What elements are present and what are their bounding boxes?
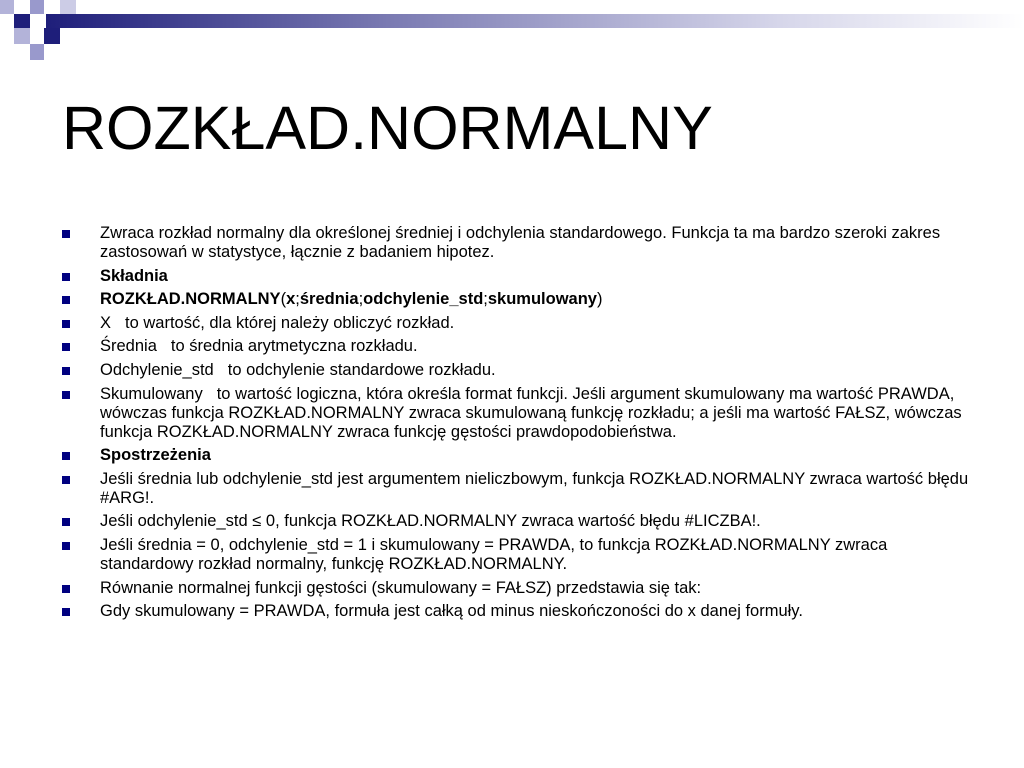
arg-cumulative-name: Skumulowany <box>100 384 203 403</box>
square-bullet-icon <box>62 296 70 304</box>
deco-square-5 <box>60 0 76 14</box>
deco-square-7 <box>44 28 60 44</box>
remark-text: Jeśli średnia = 0, odchylenie_std = 1 i skumulowany = PRAWDA, to funkcja ROZKŁAD.NORMALNY zwraca standardowy rozkład normalny, funkcję ROZKŁAD.NORMALNY. <box>100 535 888 573</box>
list-item <box>62 224 977 262</box>
list-item <box>62 602 977 621</box>
description-text: Zwraca rozkład normalny dla określonej średniej i odchylenia standardowego. Funkcja ta ma bardzo szeroki zakres zastosowań w statystyce, łącznie z badaniem hipotez. <box>100 224 941 261</box>
list-item <box>62 385 977 442</box>
square-bullet-icon <box>62 320 70 328</box>
remark-text: Gdy skumulowany = PRAWDA, formuła jest całką od minus nieskończoności do x danej formuły. <box>100 602 803 621</box>
remarks-heading: Spostrzeżenia <box>100 446 211 465</box>
syntax-heading: Składnia <box>100 266 168 285</box>
list-item <box>62 337 977 356</box>
list-item <box>62 290 977 309</box>
list-item <box>62 361 977 380</box>
syntax-arg-mean: średnia <box>299 290 359 309</box>
square-bullet-icon <box>62 367 70 375</box>
syntax-arg-cumulative: skumulowany <box>487 290 597 309</box>
arg-sd-name: Odchylenie_std <box>100 360 214 379</box>
deco-square-3 <box>14 14 30 28</box>
square-bullet-icon <box>62 542 70 550</box>
arg-x-desc: to wartość, dla której należy obliczyć rozkład. <box>125 313 455 332</box>
syntax-arg-x: x <box>286 290 296 309</box>
square-bullet-icon <box>62 608 70 616</box>
arg-mean-desc: to średnia arytmetyczna rozkładu. <box>170 337 418 356</box>
list-item <box>62 314 977 333</box>
syntax-line <box>100 290 603 308</box>
square-bullet-icon <box>62 391 70 399</box>
header-decoration <box>0 0 1024 62</box>
remark-text: Jeśli odchylenie_std ≤ 0, funkcja ROZKŁAD.NORMALNY zwraca wartość błędu #LICZBA!. <box>100 512 761 531</box>
square-bullet-icon <box>62 476 70 484</box>
syntax-separator: ; <box>295 290 300 309</box>
remark-text: Równanie normalnej funkcji gęstości (skumulowany = FAŁSZ) przedstawia się tak: <box>100 578 702 597</box>
arg-x-name: X <box>100 313 112 332</box>
syntax-close-paren: ) <box>597 290 603 309</box>
square-bullet-icon <box>62 230 70 238</box>
bullet-list <box>62 224 977 626</box>
square-bullet-icon <box>62 343 70 351</box>
slide-title: ROZKŁAD.NORMALNY <box>62 94 713 162</box>
gradient-band <box>46 14 1024 28</box>
list-item <box>62 267 977 286</box>
list-item <box>62 579 977 598</box>
square-bullet-icon <box>62 452 70 460</box>
deco-square-6 <box>14 28 30 44</box>
arg-cumulative-desc: to wartość logiczna, która określa format funkcji. Jeśli argument skumulowany ma wartość PRAWDA, wówczas funkcja ROZKŁAD.NORMALNY zwraca skumulowaną funkcję rozkładu; a jeśli ma wartość FAŁSZ, wówczas funkcja ROZKŁAD.NORMALNY zwraca funkcję gęstości prawdopodobieństwa. <box>100 384 962 441</box>
syntax-separator: ; <box>358 290 364 309</box>
syntax-open-paren: ( <box>280 290 287 309</box>
list-item <box>62 470 977 508</box>
list-item <box>62 446 977 465</box>
square-bullet-icon <box>62 518 70 526</box>
arg-sd-desc: to odchylenie standardowe rozkładu. <box>227 360 496 379</box>
deco-square-1 <box>0 0 14 14</box>
deco-square-8 <box>30 44 44 60</box>
remark-text: Jeśli średnia lub odchylenie_std jest argumentem nieliczbowym, funkcja ROZKŁAD.NORMALNY zwraca wartość błędu #ARG!. <box>100 469 969 507</box>
square-bullet-icon <box>62 585 70 593</box>
square-bullet-icon <box>62 273 70 281</box>
list-item <box>62 512 977 531</box>
syntax-separator: ; <box>483 290 488 309</box>
deco-square-2 <box>30 0 44 14</box>
syntax-function-name: ROZKŁAD.NORMALNY <box>100 290 281 309</box>
deco-square-4 <box>30 14 46 28</box>
syntax-arg-sd: odchylenie_std <box>363 290 484 309</box>
arg-mean-name: Średnia <box>100 337 157 356</box>
list-item <box>62 536 977 574</box>
